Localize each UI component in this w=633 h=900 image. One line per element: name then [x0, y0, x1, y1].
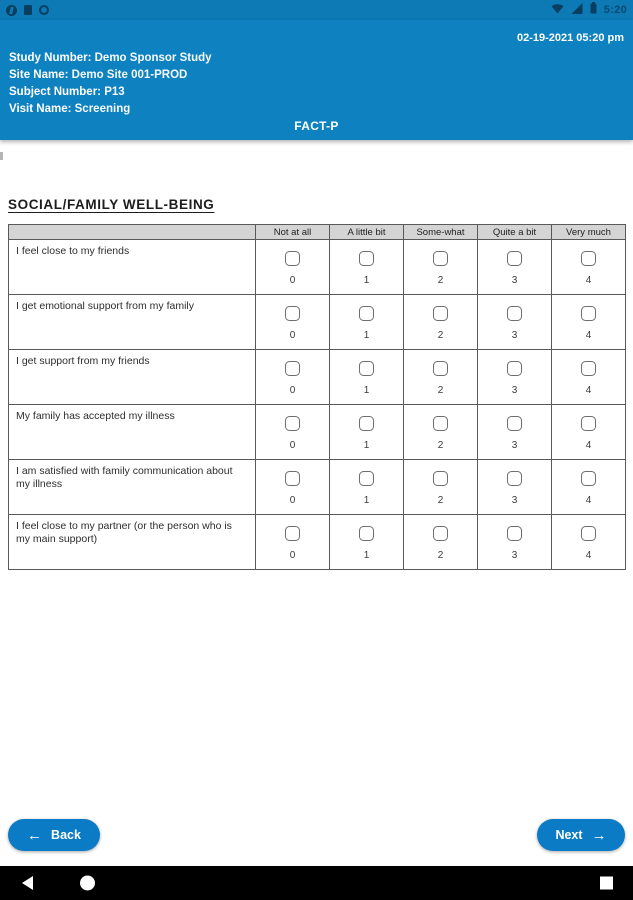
option-cell: [552, 460, 626, 515]
visit-name-field: [9, 101, 212, 118]
study-header: [0, 20, 633, 140]
status-bar-notifications: [6, 5, 49, 16]
answer-checkbox[interactable]: [285, 251, 300, 266]
option-value-label: 4: [585, 330, 592, 341]
answer-checkbox[interactable]: [507, 251, 522, 266]
option-value-label: 1: [363, 495, 370, 506]
answer-checkbox[interactable]: [581, 416, 596, 431]
scroll-indicator: [0, 152, 3, 160]
option-cell: [404, 515, 478, 570]
answer-checkbox[interactable]: [507, 361, 522, 376]
site-name-label: Site Name:: [9, 69, 69, 81]
option-cell: [330, 295, 404, 350]
answer-checkbox[interactable]: [581, 361, 596, 376]
option-cell: [478, 405, 552, 460]
answer-checkbox[interactable]: [359, 471, 374, 486]
status-bar-time: 5:20: [603, 4, 627, 16]
option-cell: [404, 240, 478, 295]
notification-icon-3: [39, 5, 49, 15]
questionnaire-table: [8, 224, 626, 570]
question-text: I get emotional support from my family: [9, 295, 256, 350]
option-cell: [330, 240, 404, 295]
option-value-label: 1: [363, 385, 370, 396]
option-cell: [552, 295, 626, 350]
answer-checkbox[interactable]: [285, 306, 300, 321]
notification-icon-2: [24, 5, 32, 15]
android-nav-bar: [0, 866, 633, 900]
question-table-body: [9, 240, 626, 570]
answer-checkbox[interactable]: [581, 306, 596, 321]
next-arrow-icon: →: [591, 826, 607, 844]
answer-checkbox[interactable]: [285, 416, 300, 431]
site-name-field: [9, 67, 212, 84]
option-value-label: 1: [363, 275, 370, 286]
battery-icon: [590, 1, 597, 19]
back-arrow-icon: ←: [27, 826, 43, 844]
table-row: [9, 350, 626, 405]
option-value-label: 4: [585, 550, 592, 561]
option-value-label: 0: [289, 550, 296, 561]
option-value-label: 0: [289, 495, 296, 506]
answer-checkbox[interactable]: [507, 471, 522, 486]
option-cell: [404, 295, 478, 350]
question-text: My family has accepted my illness: [9, 405, 256, 460]
option-value-label: 3: [511, 495, 518, 506]
study-number-value: Demo Sponsor Study: [94, 52, 212, 64]
table-row: [9, 405, 626, 460]
question-column-header: [9, 225, 256, 240]
option-value-label: 2: [437, 330, 444, 341]
question-text: I feel close to my friends: [9, 240, 256, 295]
option-cell: [256, 460, 330, 515]
answer-checkbox[interactable]: [433, 361, 448, 376]
option-value-label: 3: [511, 330, 518, 341]
option-value-label: 2: [437, 495, 444, 506]
column-header-somewhat: Some-what: [404, 225, 478, 240]
option-value-label: 3: [511, 550, 518, 561]
notification-icon-1: [6, 5, 17, 16]
back-button[interactable]: [8, 819, 100, 851]
table-row: [9, 515, 626, 570]
subject-number-value: P13: [104, 86, 125, 98]
option-value-label: 4: [585, 385, 592, 396]
answer-checkbox[interactable]: [433, 306, 448, 321]
option-cell: [404, 460, 478, 515]
answer-checkbox[interactable]: [507, 526, 522, 541]
status-bar-system-icons: [551, 1, 627, 19]
option-cell: [330, 350, 404, 405]
option-cell: [478, 240, 552, 295]
option-cell: [478, 295, 552, 350]
answer-checkbox[interactable]: [359, 306, 374, 321]
answer-checkbox[interactable]: [359, 526, 374, 541]
option-cell: [256, 405, 330, 460]
answer-checkbox[interactable]: [507, 416, 522, 431]
subject-number-field: [9, 84, 212, 101]
option-value-label: 1: [363, 440, 370, 451]
option-value-label: 2: [437, 550, 444, 561]
option-cell: [256, 295, 330, 350]
option-value-label: 0: [289, 330, 296, 341]
option-cell: [478, 350, 552, 405]
table-row: [9, 295, 626, 350]
answer-checkbox[interactable]: [433, 416, 448, 431]
option-cell: [552, 405, 626, 460]
next-button[interactable]: [537, 819, 625, 851]
column-header-not-at-all: Not at all: [256, 225, 330, 240]
answer-checkbox[interactable]: [285, 526, 300, 541]
answer-checkbox[interactable]: [507, 306, 522, 321]
visit-name-label: Visit Name:: [9, 103, 72, 115]
option-value-label: 1: [363, 330, 370, 341]
column-header-quite-a-bit: Quite a bit: [478, 225, 552, 240]
nav-recents-icon[interactable]: [600, 877, 613, 890]
answer-checkbox[interactable]: [359, 416, 374, 431]
question-text: I feel close to my partner (or the person who is my main support): [9, 515, 256, 570]
answer-checkbox[interactable]: [359, 251, 374, 266]
site-name-value: Demo Site 001-PROD: [71, 69, 188, 81]
option-cell: [256, 515, 330, 570]
option-value-label: 0: [289, 440, 296, 451]
answer-checkbox[interactable]: [359, 361, 374, 376]
nav-home-icon[interactable]: [80, 876, 95, 891]
answer-checkbox[interactable]: [285, 361, 300, 376]
table-header-row: [9, 225, 626, 240]
study-number-label: Study Number:: [9, 52, 92, 64]
option-cell: [330, 515, 404, 570]
answer-checkbox[interactable]: [581, 471, 596, 486]
nav-back-icon[interactable]: [22, 876, 33, 890]
option-value-label: 3: [511, 440, 518, 451]
option-cell: [330, 460, 404, 515]
answer-checkbox[interactable]: [285, 471, 300, 486]
option-cell: [478, 515, 552, 570]
option-cell: [552, 240, 626, 295]
option-cell: [256, 350, 330, 405]
option-cell: [330, 405, 404, 460]
answer-checkbox[interactable]: [581, 251, 596, 266]
visit-name-value: Screening: [74, 103, 131, 115]
option-cell: [404, 350, 478, 405]
option-value-label: 0: [289, 275, 296, 286]
option-value-label: 2: [437, 440, 444, 451]
option-cell: [552, 350, 626, 405]
option-cell: [552, 515, 626, 570]
answer-checkbox[interactable]: [433, 526, 448, 541]
answer-checkbox[interactable]: [433, 251, 448, 266]
signal-icon: [571, 1, 583, 19]
option-value-label: 4: [585, 275, 592, 286]
wifi-icon: [551, 1, 564, 19]
table-row: [9, 460, 626, 515]
section-title: SOCIAL/FAMILY WELL-BEING: [8, 197, 215, 212]
option-value-label: 4: [585, 440, 592, 451]
question-text: I am satisfied with family communication about my illness: [9, 460, 256, 515]
status-bar: [0, 0, 633, 20]
question-text: I get support from my friends: [9, 350, 256, 405]
table-row: [9, 240, 626, 295]
column-header-a-little-bit: A little bit: [330, 225, 404, 240]
answer-checkbox[interactable]: [433, 471, 448, 486]
option-value-label: 2: [437, 275, 444, 286]
back-button-label: Back: [51, 828, 81, 842]
study-number-field: [9, 50, 212, 67]
option-value-label: 2: [437, 385, 444, 396]
subject-number-label: Subject Number:: [9, 86, 102, 98]
header-datetime: 02-19-2021 05:20 pm: [516, 32, 624, 44]
next-button-label: Next: [555, 828, 583, 842]
option-value-label: 3: [511, 275, 518, 286]
form-title: FACT-P: [294, 119, 339, 133]
option-cell: [478, 460, 552, 515]
option-value-label: 1: [363, 550, 370, 561]
option-cell: [404, 405, 478, 460]
answer-checkbox[interactable]: [581, 526, 596, 541]
column-header-very-much: Very much: [552, 225, 626, 240]
option-value-label: 4: [585, 495, 592, 506]
option-value-label: 0: [289, 385, 296, 396]
study-info-fields: [9, 50, 212, 118]
option-value-label: 3: [511, 385, 518, 396]
option-cell: [256, 240, 330, 295]
